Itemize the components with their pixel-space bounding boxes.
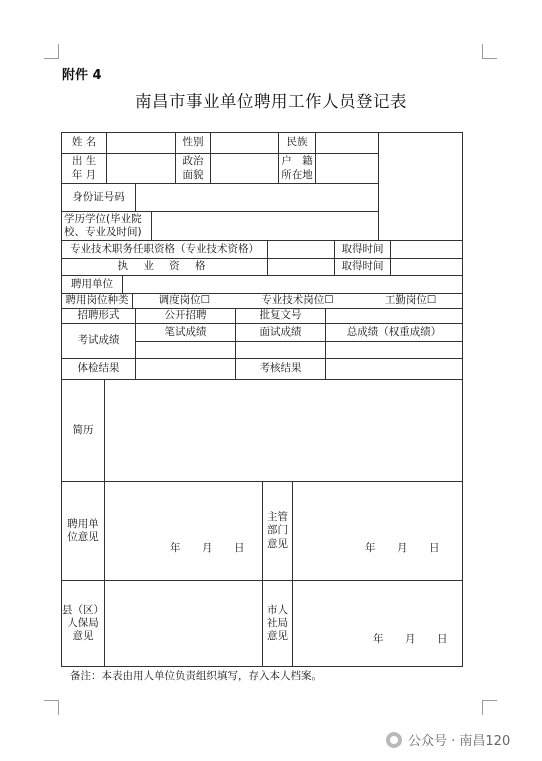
dept-opinion-date xyxy=(365,540,440,555)
label-education xyxy=(61,211,152,241)
field-unit-opinion[interactable] xyxy=(104,481,263,581)
label-city-opinion-line1: 市人 xyxy=(267,603,288,616)
label-birth xyxy=(61,153,107,184)
label-hukou-line1: 户 籍 xyxy=(281,155,313,168)
label-employer: 聘用单位 xyxy=(61,275,123,294)
label-written-score: 笔试成绩 xyxy=(135,323,236,342)
field-education[interactable] xyxy=(151,211,379,241)
label-county-opinion-line3: 意见 xyxy=(72,630,94,643)
post-type-options xyxy=(132,293,463,309)
footnote: 备注：本表由用人单位负责组织填写，存入本人档案。 xyxy=(70,670,322,682)
field-tech-post[interactable] xyxy=(267,240,335,259)
margin-mark-bottom-right xyxy=(482,700,497,715)
label-recruit-form: 招聘形式 xyxy=(61,308,136,324)
watermark-text: 公众号 · 南昌120 xyxy=(408,734,511,749)
field-assessment[interactable] xyxy=(325,358,463,380)
date-day-label: 日 xyxy=(234,542,245,554)
label-hukou xyxy=(278,153,316,184)
label-obtain-time-2: 取得时间 xyxy=(334,258,391,276)
field-obtain-time-2[interactable] xyxy=(390,258,463,276)
label-unit-opinion-line2: 位意见 xyxy=(67,531,99,543)
label-city-opinion-line2: 社局 xyxy=(267,616,288,629)
label-birth-line2: 年 月 xyxy=(71,168,97,181)
label-dept-opinion xyxy=(262,481,293,581)
field-obtain-time[interactable] xyxy=(390,240,463,259)
label-education-line1: 学历学位(毕业院 xyxy=(64,212,142,225)
label-obtain-time: 取得时间 xyxy=(334,240,391,259)
label-politics-line2: 面貌 xyxy=(182,168,204,181)
field-gender[interactable] xyxy=(210,132,279,154)
date-day-label: 日 xyxy=(437,633,448,645)
field-physical[interactable] xyxy=(135,358,236,380)
attachment-label: 附件 4 xyxy=(62,68,102,83)
margin-mark-top-left xyxy=(44,44,59,59)
date-year-label: 年 xyxy=(365,542,376,554)
field-county-opinion[interactable] xyxy=(104,580,263,667)
watermark xyxy=(386,730,510,749)
label-physical: 体检结果 xyxy=(61,358,136,380)
date-day-label: 日 xyxy=(429,542,440,554)
date-year-label: 年 xyxy=(170,542,181,554)
label-unit-opinion-line1: 聘用单 xyxy=(67,517,99,530)
date-month-label: 月 xyxy=(397,542,408,554)
label-tech-post: 专业技术职务任职资格（专业技术资格） xyxy=(61,240,268,259)
label-approval-no: 批复文号 xyxy=(235,308,326,324)
label-post-type: 聘用岗位种类 xyxy=(61,293,133,309)
option-technical-post[interactable]: 专业技术岗位☐ xyxy=(261,294,334,307)
label-exam-score: 考试成绩 xyxy=(61,323,136,359)
label-dept-opinion-line3: 意见 xyxy=(267,537,288,550)
label-politics xyxy=(175,153,211,184)
unit-opinion-date xyxy=(170,540,245,555)
field-interview-score[interactable] xyxy=(235,341,326,359)
field-politics[interactable] xyxy=(210,153,279,184)
label-ethnicity: 民族 xyxy=(278,132,316,154)
label-id-number: 身份证号码 xyxy=(61,183,136,212)
field-city-opinion[interactable] xyxy=(292,580,463,667)
field-approval-no[interactable] xyxy=(325,308,463,324)
field-employer[interactable] xyxy=(122,275,463,294)
photo-box xyxy=(378,132,463,241)
label-unit-opinion xyxy=(61,481,105,581)
field-dept-opinion[interactable] xyxy=(292,481,463,581)
date-year-label: 年 xyxy=(373,633,384,645)
date-month-label: 月 xyxy=(202,542,213,554)
field-name[interactable] xyxy=(106,132,176,154)
label-dept-opinion-line1: 主管 xyxy=(267,511,288,524)
margin-mark-top-right xyxy=(482,44,497,59)
field-birth[interactable] xyxy=(106,153,176,184)
label-dept-opinion-line2: 部门 xyxy=(267,524,288,537)
label-resume: 简历 xyxy=(61,379,105,482)
label-assessment: 考核结果 xyxy=(235,358,326,380)
option-dispatch-post[interactable]: 调度岗位☐ xyxy=(158,294,211,307)
label-interview-score: 面试成绩 xyxy=(235,323,326,342)
label-total-score: 总成绩（权重成绩） xyxy=(325,323,463,342)
field-id-number[interactable] xyxy=(135,183,379,212)
margin-mark-bottom-left xyxy=(44,700,59,715)
date-month-label: 月 xyxy=(405,633,416,645)
city-opinion-date xyxy=(373,631,448,646)
label-county-opinion-line2: 人保局 xyxy=(67,616,99,629)
field-written-score[interactable] xyxy=(135,341,236,359)
form-title: 南昌市事业单位聘用工作人员登记表 xyxy=(135,92,407,111)
field-practice-qual[interactable] xyxy=(267,258,335,276)
field-hukou[interactable] xyxy=(315,153,379,184)
label-practice-qual: 执 业 资 格 xyxy=(61,258,268,276)
label-city-opinion-line3: 意见 xyxy=(267,630,288,643)
field-ethnicity[interactable] xyxy=(315,132,379,154)
label-hukou-line2: 所在地 xyxy=(281,168,313,181)
label-gender: 性别 xyxy=(175,132,211,154)
wechat-icon xyxy=(386,732,402,748)
field-total-score[interactable] xyxy=(325,341,463,359)
label-name: 姓 名 xyxy=(61,132,107,154)
label-county-opinion-line1: 县（区） xyxy=(62,603,104,616)
label-county-opinion xyxy=(61,580,105,667)
label-education-line2: 校、专业及时间) xyxy=(64,226,142,238)
label-birth-line1: 出 生 xyxy=(71,155,97,168)
label-politics-line1: 政治 xyxy=(182,155,204,168)
option-service-post[interactable]: 工勤岗位☐ xyxy=(384,294,437,307)
label-city-opinion xyxy=(262,580,293,667)
field-recruit-form[interactable]: 公开招聘 xyxy=(135,308,236,324)
field-resume[interactable] xyxy=(104,379,463,482)
